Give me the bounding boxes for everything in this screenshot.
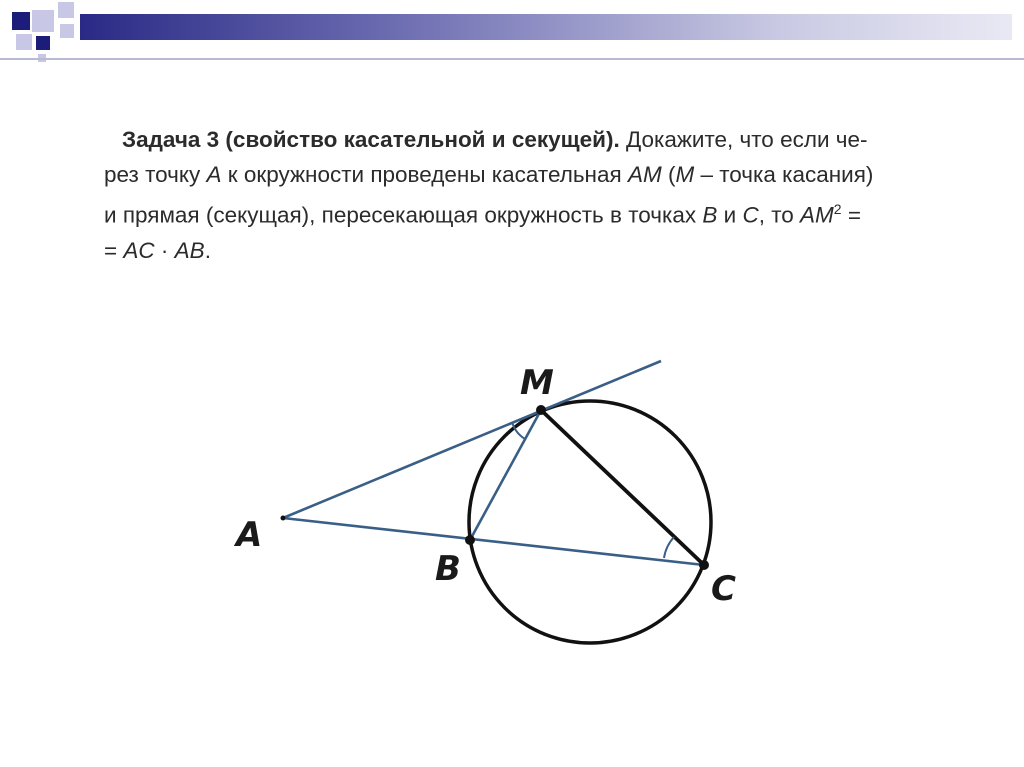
math-var: AC	[123, 237, 155, 263]
problem-text: к окружности проведены касательная	[221, 162, 628, 187]
point-b	[465, 535, 475, 545]
problem-text: (	[661, 162, 676, 187]
point-a	[281, 516, 286, 521]
chord-mc	[541, 410, 704, 565]
problem-text: , то	[758, 202, 801, 228]
label-m: M	[520, 363, 554, 403]
math-exponent: 2	[833, 201, 842, 217]
math-var: AM	[800, 202, 834, 228]
point-c	[699, 560, 709, 570]
problem-text: и прямая (секущая), пересекающая окружность в точках	[104, 202, 703, 228]
secant-line	[283, 518, 704, 565]
label-c: C	[711, 569, 736, 609]
problem-text: =	[841, 202, 861, 228]
math-var: AB	[174, 237, 205, 263]
math-var: C	[742, 202, 759, 228]
label-a: A	[236, 515, 263, 555]
problem-text: Докажите, что если че-	[619, 127, 868, 152]
circle	[469, 401, 711, 643]
problem-text: .	[204, 237, 211, 263]
problem-text: ·	[154, 237, 175, 263]
problem-text: =	[104, 237, 124, 263]
problem-title: Задача 3 (свойство касательной и секущей).	[122, 127, 620, 152]
math-var: B	[702, 202, 718, 228]
angle-arc-c	[664, 537, 674, 558]
problem-text: и	[717, 202, 743, 228]
problem-text: рез точку	[104, 162, 207, 187]
math-var: A	[206, 162, 222, 187]
label-b: B	[435, 549, 461, 589]
problem-text: – точка касания)	[694, 162, 874, 187]
math-var: M	[675, 162, 695, 187]
point-m	[536, 405, 546, 415]
chord-mb	[470, 410, 541, 540]
math-var: AM	[627, 162, 662, 187]
